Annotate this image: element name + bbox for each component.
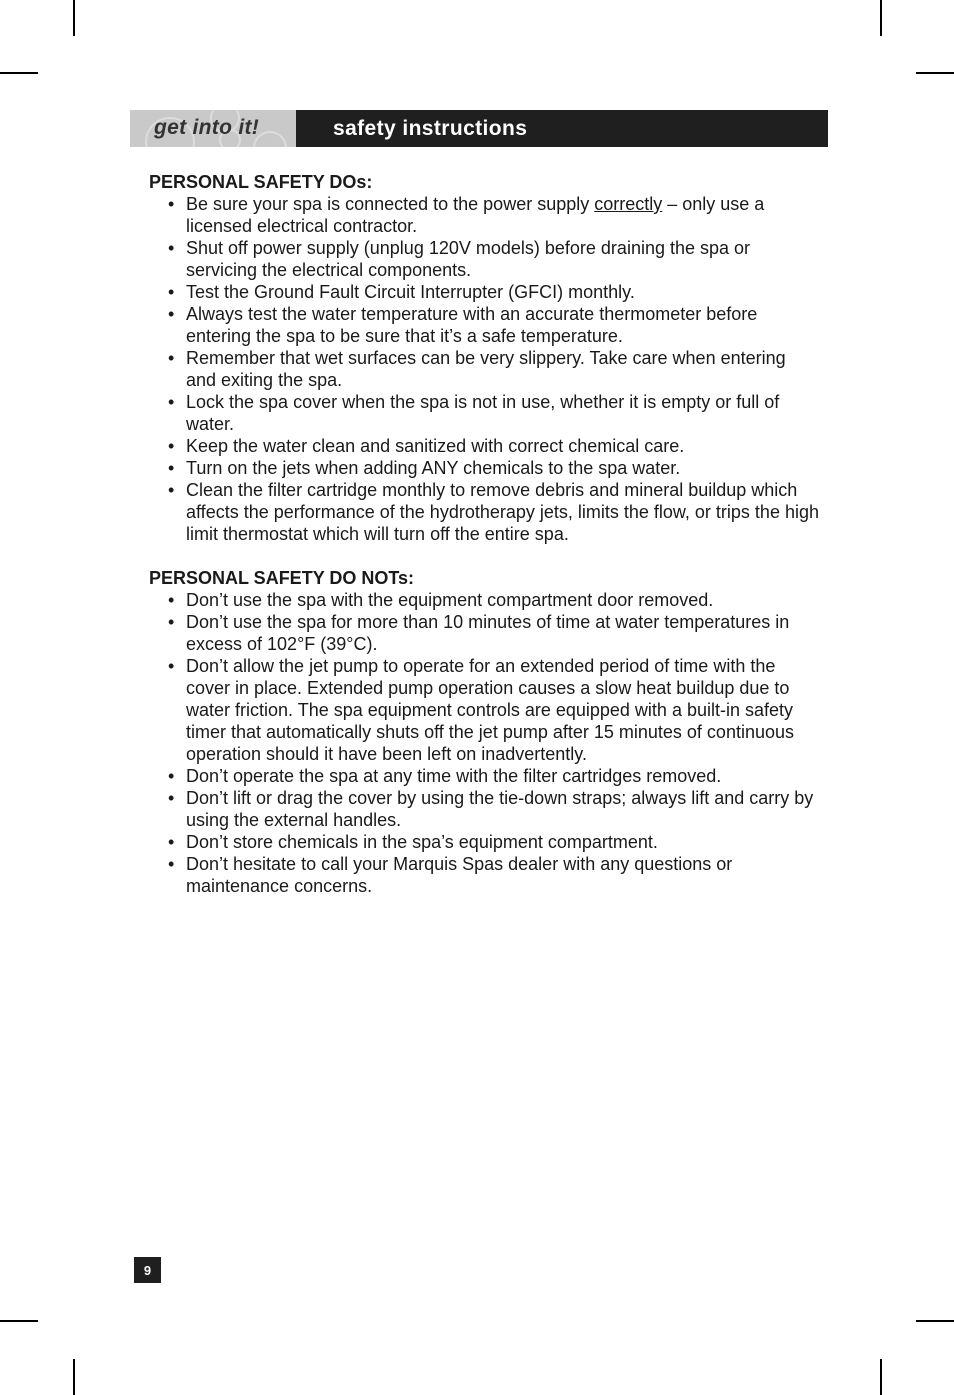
page-header: [130, 110, 828, 147]
list-item: • Lock the spa cover when the spa is not in use, whether it is empty or full of water.: [149, 391, 819, 435]
list-item: • Don’t operate the spa at any time with the filter cartridges removed.: [149, 765, 819, 787]
section-spacer: [149, 545, 819, 567]
crop-mark: [916, 72, 954, 74]
list-item: • Shut off power supply (unplug 120V models) before draining the spa or servicing the electrical components.: [149, 237, 819, 281]
list-item: • Don’t store chemicals in the spa’s equipment compartment.: [149, 831, 819, 853]
list-item: • Turn on the jets when adding ANY chemicals to the spa water.: [149, 457, 819, 479]
list-item: [149, 193, 819, 237]
list-item: • Don’t use the spa with the equipment compartment door removed.: [149, 589, 819, 611]
crop-mark: [73, 1359, 75, 1395]
main-content: [149, 171, 819, 897]
list-item: • Don’t allow the jet pump to operate for an extended period of time with the cover in place. Extended pump operation causes a slow heat buildup due to water friction. The spa equipment controls are equipped with a built-in safety timer that automatically shuts off the jet pump after 15 minutes of continuous operation should it have been left on inadvertently.: [149, 655, 819, 765]
crop-mark: [0, 72, 38, 74]
list-item: • Clean the filter cartridge monthly to remove debris and mineral buildup which affects the performance of the hydrotherapy jets, limits the flow, or trips the high limit thermostat which will turn off the entire spa.: [149, 479, 819, 545]
underlined-word: correctly: [594, 194, 663, 214]
donts-list: [149, 589, 819, 897]
list-item: • Don’t hesitate to call your Marquis Spas dealer with any questions or maintenance concerns.: [149, 853, 819, 897]
dos-list: [149, 193, 819, 545]
list-item-text: – only use a licensed electrical contractor.: [186, 194, 765, 236]
list-item-text: Be sure your spa is connected to the power supply: [186, 194, 595, 214]
header-tab-label: get into it!: [154, 116, 260, 139]
list-item: • Don’t use the spa for more than 10 minutes of time at water temperatures in excess of 102°F (39°C).: [149, 611, 819, 655]
list-item: • Keep the water clean and sanitized with correct chemical care.: [149, 435, 819, 457]
list-item: • Don’t lift or drag the cover by using the tie-down straps; always lift and carry by using the external handles.: [149, 787, 819, 831]
list-item: • Test the Ground Fault Circuit Interrupter (GFCI) monthly.: [149, 281, 819, 303]
page-title: safety instructions: [333, 117, 528, 140]
page-number: 9: [134, 1257, 161, 1283]
donts-heading: PERSONAL SAFETY DO NOTs:: [149, 568, 415, 588]
crop-mark: [73, 0, 75, 36]
crop-mark: [880, 1359, 882, 1395]
crop-mark: [916, 1320, 954, 1322]
crop-mark: [0, 1320, 38, 1322]
dos-heading: PERSONAL SAFETY DOs:: [149, 172, 373, 192]
header-tab: [130, 110, 296, 147]
list-item: • Remember that wet surfaces can be very slippery. Take care when entering and exiting the spa.: [149, 347, 819, 391]
header-bar: [296, 110, 828, 147]
crop-mark: [880, 0, 882, 36]
list-item: • Always test the water temperature with an accurate thermometer before entering the spa to be sure that it’s a safe temperature.: [149, 303, 819, 347]
